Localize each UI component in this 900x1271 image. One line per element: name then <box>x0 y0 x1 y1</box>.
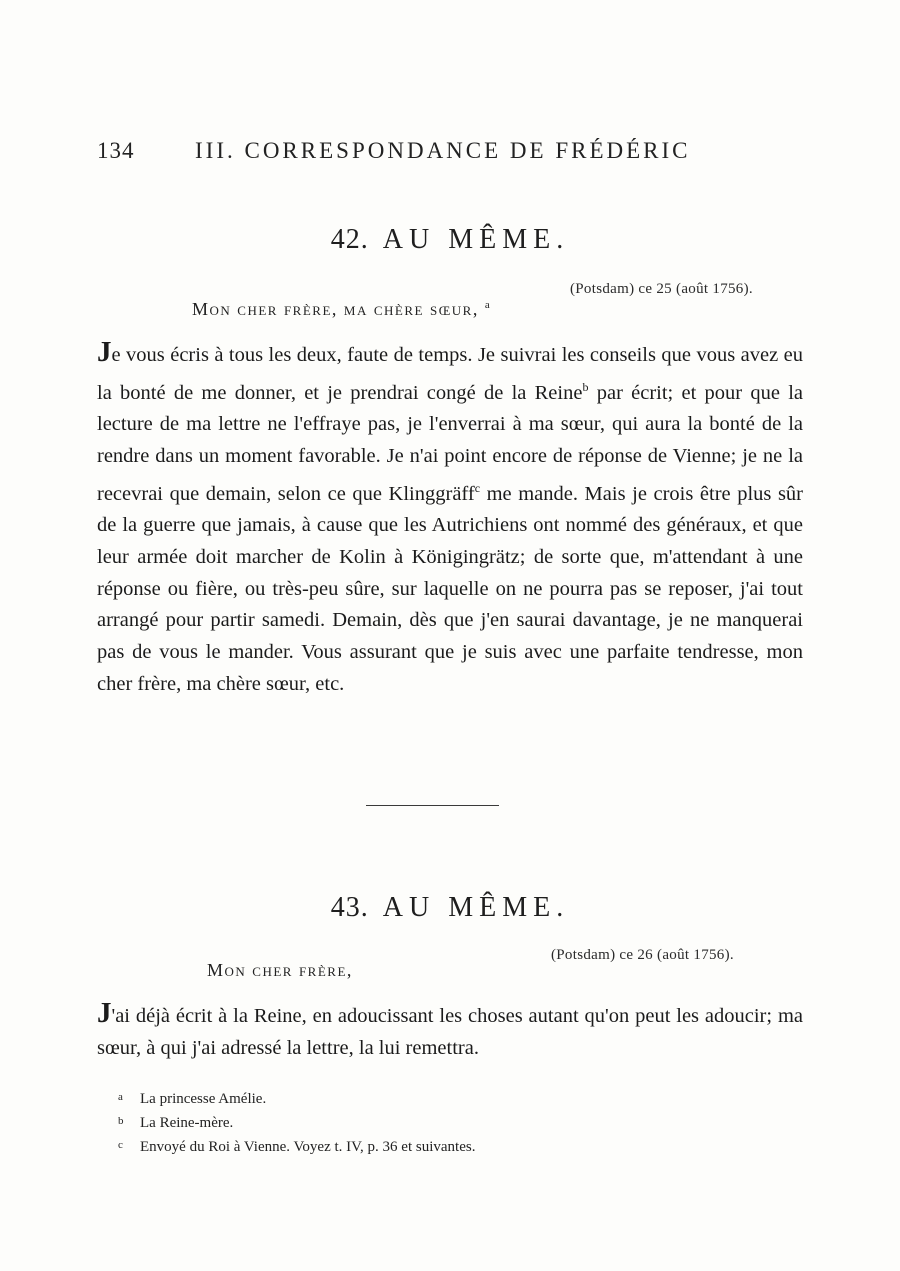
footnote-text: La princesse Amélie. <box>140 1091 267 1107</box>
letter-42-dateline: (Potsdam) ce 25 (août 1756). <box>570 281 753 297</box>
letter-42-salutation <box>192 299 490 320</box>
footnote-mark: b <box>118 1115 124 1127</box>
running-head <box>97 138 710 164</box>
footnote-mark: c <box>118 1139 123 1151</box>
salutation-text: Mon cher frère, ma chère sœur, <box>192 299 479 319</box>
letter-43-body <box>97 997 803 1064</box>
page-number: 134 <box>97 138 135 163</box>
initial-letter: J <box>97 336 112 368</box>
body-text-part-1: e vous écris à tous les deux, faute de temps. Je suivrai les conseils que vous avez eu la bonté de me donner, et je prendrai congé de la Reine <box>97 344 803 404</box>
body-text: 'ai déjà écrit à la Reine, en adoucissant les choses autant qu'on peut les adoucir; ma sœur, à qui j'ai adressé la lettre, la lui remettra. <box>97 1005 803 1059</box>
letter-heading: AU MÊME. <box>382 224 570 255</box>
letter-number: 43. <box>330 892 369 923</box>
letter-42-body <box>97 336 803 700</box>
footnotes <box>118 1086 718 1158</box>
running-head-title: III. CORRESPONDANCE DE FRÉDÉRIC <box>195 138 691 163</box>
body-text-part-3: me mande. Mais je crois être plus sûr de la guerre que jamais, à cause que les Autrichiens ont nommé des généraux, et que leur armée doit marcher de Kolin à Königingrätz; de sorte que, m'attendant à une réponse ou fière, ou très-peu sûre, sur laquelle on ne pourra pas se reposer, j'ai tout arrangé pour partir samedi. Demain, dès que j'en saurai davantage, je ne manquerai pas de vous le mander. Vous assurant que je suis avec une parfaite tendresse, mon cher frère, ma chère sœur, etc. <box>97 482 803 695</box>
letter-heading: AU MÊME. <box>382 892 570 923</box>
initial-letter: J <box>97 997 112 1029</box>
footnote-ref-b: b <box>582 379 589 394</box>
footnote-ref-a: a <box>484 299 490 311</box>
footnote-c <box>118 1134 718 1158</box>
letter-43-salutation: Mon cher frère, <box>207 960 353 980</box>
letter-43-title <box>0 892 900 924</box>
footnote-text: Envoyé du Roi à Vienne. Voyez t. IV, p. 36 et suivantes. <box>140 1139 476 1155</box>
body-text-part-2: par écrit; et pour que la lecture de ma lettre ne l'effraye pas, je l'enverrai à ma sœur, qui aura la bonté de la rendre dans un moment favorable. Je n'ai point encore de réponse de Vienne; je ne la recevrai que demain, selon ce que Klinggräff <box>97 381 803 505</box>
letter-43-dateline: (Potsdam) ce 26 (août 1756). <box>551 947 734 963</box>
letter-42-title <box>0 224 900 256</box>
footnote-ref-c: c <box>474 480 481 495</box>
footnote-mark: a <box>118 1091 123 1103</box>
footnote-text: La Reine-mère. <box>140 1115 234 1131</box>
section-divider <box>366 805 499 806</box>
footnote-a <box>118 1086 718 1110</box>
footnote-b <box>118 1110 718 1134</box>
letter-number: 42. <box>330 224 369 255</box>
